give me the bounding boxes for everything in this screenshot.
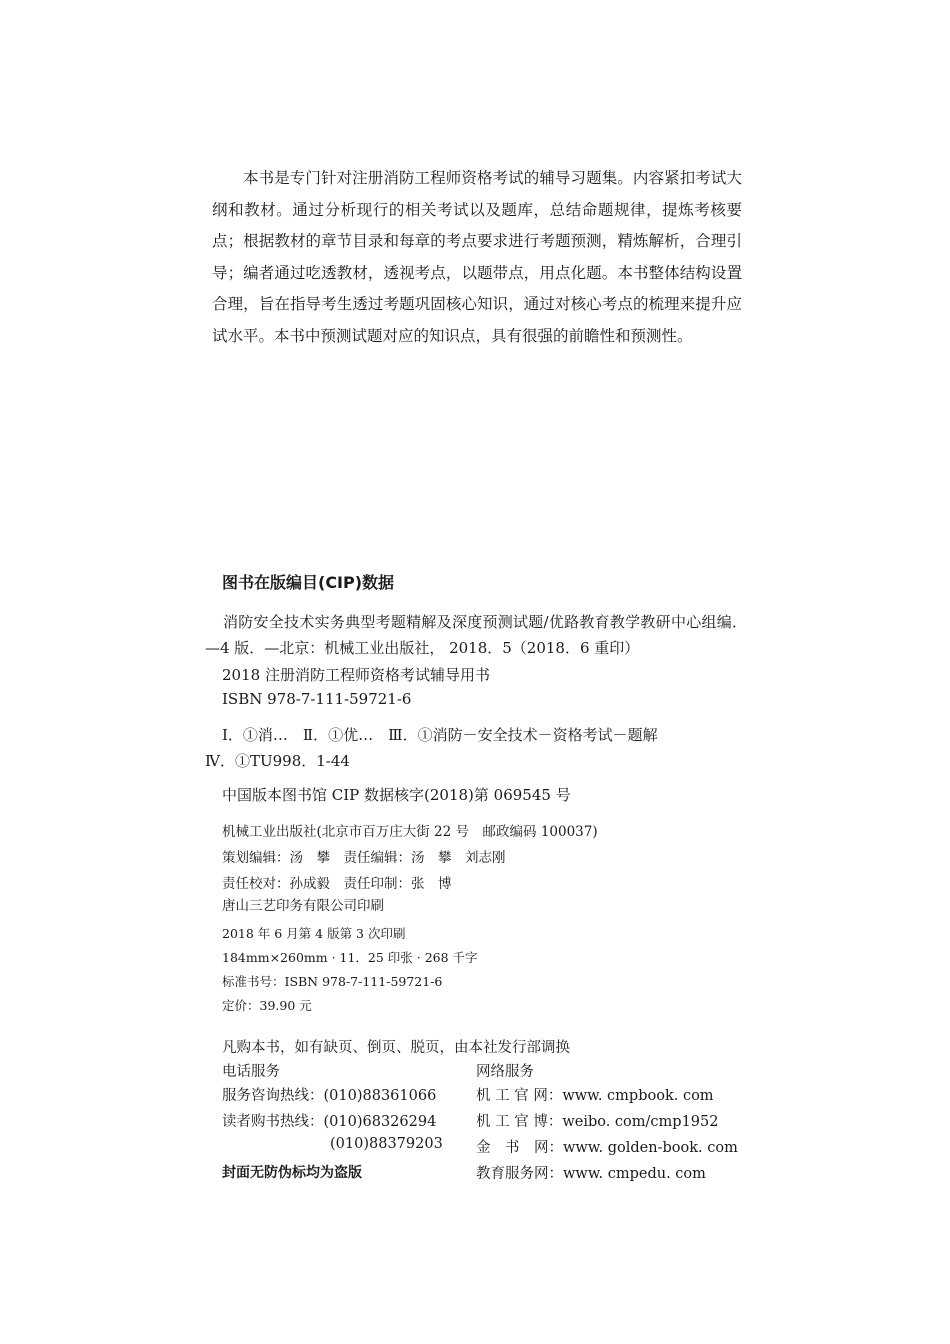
web-education: 教育服务网：www. cmpedu. com: [476, 1166, 706, 1182]
format-line: 184mm×260mm · 11．25 印张 · 268 千字: [222, 950, 478, 965]
web-golden-book: 金 书 网：www. golden-book. com: [476, 1140, 738, 1156]
cip-number: 中国版本图书馆 CIP 数据核字(2018)第 069545 号: [222, 786, 571, 804]
isbn-line: ISBN 978-7-111-59721-6: [222, 690, 412, 708]
hotline-consult: 服务咨询热线：(010)88361066: [222, 1088, 437, 1104]
proofreading-line: 责任校对：孙成毅 责任印制：张 博: [222, 876, 452, 892]
web-official-site: 机 工 官 网：www. cmpbook. com: [476, 1088, 714, 1104]
printer-line: 唐山三艺印务有限公司印刷: [222, 898, 384, 914]
edition-line: 2018 年 6 月第 4 版第 3 次印刷: [222, 926, 406, 941]
classification-line-2: Ⅳ．①TU998．1-44: [205, 752, 350, 770]
phone-service-header: 电话服务: [222, 1064, 280, 1080]
book-introduction: 本书是专门针对注册消防工程师资格考试的辅导习题集。内容紧扣考试大纲和教材。通过分析现行的相关考试以及题库，总结命题规律，提炼考核要点；根据教材的章节目录和每章的考点要求进行考题预测，精炼解析，合理引导；编者通过吃透教材，透视考点，以题带点，用点化题。本书整体结构设置合理，旨在指导考生透过考题巩固核心知识，通过对核心考点的梳理来提升应试水平。本书中预测试题对应的知识点，具有很强的前瞻性和预测性。: [212, 169, 742, 345]
hotline-purchase-2: (010)88379203: [330, 1136, 443, 1152]
publisher-address: 机械工业出版社(北京市百万庄大街 22 号 邮政编码 100037): [222, 824, 598, 840]
hotline-purchase: 读者购书热线：(010)68326294: [222, 1114, 437, 1130]
network-service-header: 网络服务: [476, 1064, 534, 1080]
classification-line-1: Ⅰ．①消… Ⅱ．①优… Ⅲ．①消防－安全技术－资格考试－题解: [222, 726, 658, 744]
cip-title: 图书在版编目(CIP)数据: [222, 573, 395, 592]
replacement-notice: 凡购本书，如有缺页、倒页、脱页，由本社发行部调换: [222, 1040, 570, 1056]
standard-number-line: 标准书号：ISBN 978-7-111-59721-6: [222, 974, 443, 989]
cip-description: 消防安全技术实务典型考题精解及深度预测试题/优路教育教学教研中心组编．—4 版．—北京：机械工业出版社， 2018．5（2018．6 重印）: [205, 613, 747, 657]
web-weibo: 机 工 官 博：weibo. com/cmp1952: [476, 1114, 719, 1130]
editors-line: 策划编辑：汤 攀 责任编辑：汤 攀 刘志刚: [222, 850, 506, 866]
price-line: 定价：39.90 元: [222, 998, 312, 1013]
anti-piracy-notice: 封面无防伪标均为盗版: [222, 1165, 362, 1181]
series-line: 2018 注册消防工程师资格考试辅导用书: [222, 666, 490, 684]
